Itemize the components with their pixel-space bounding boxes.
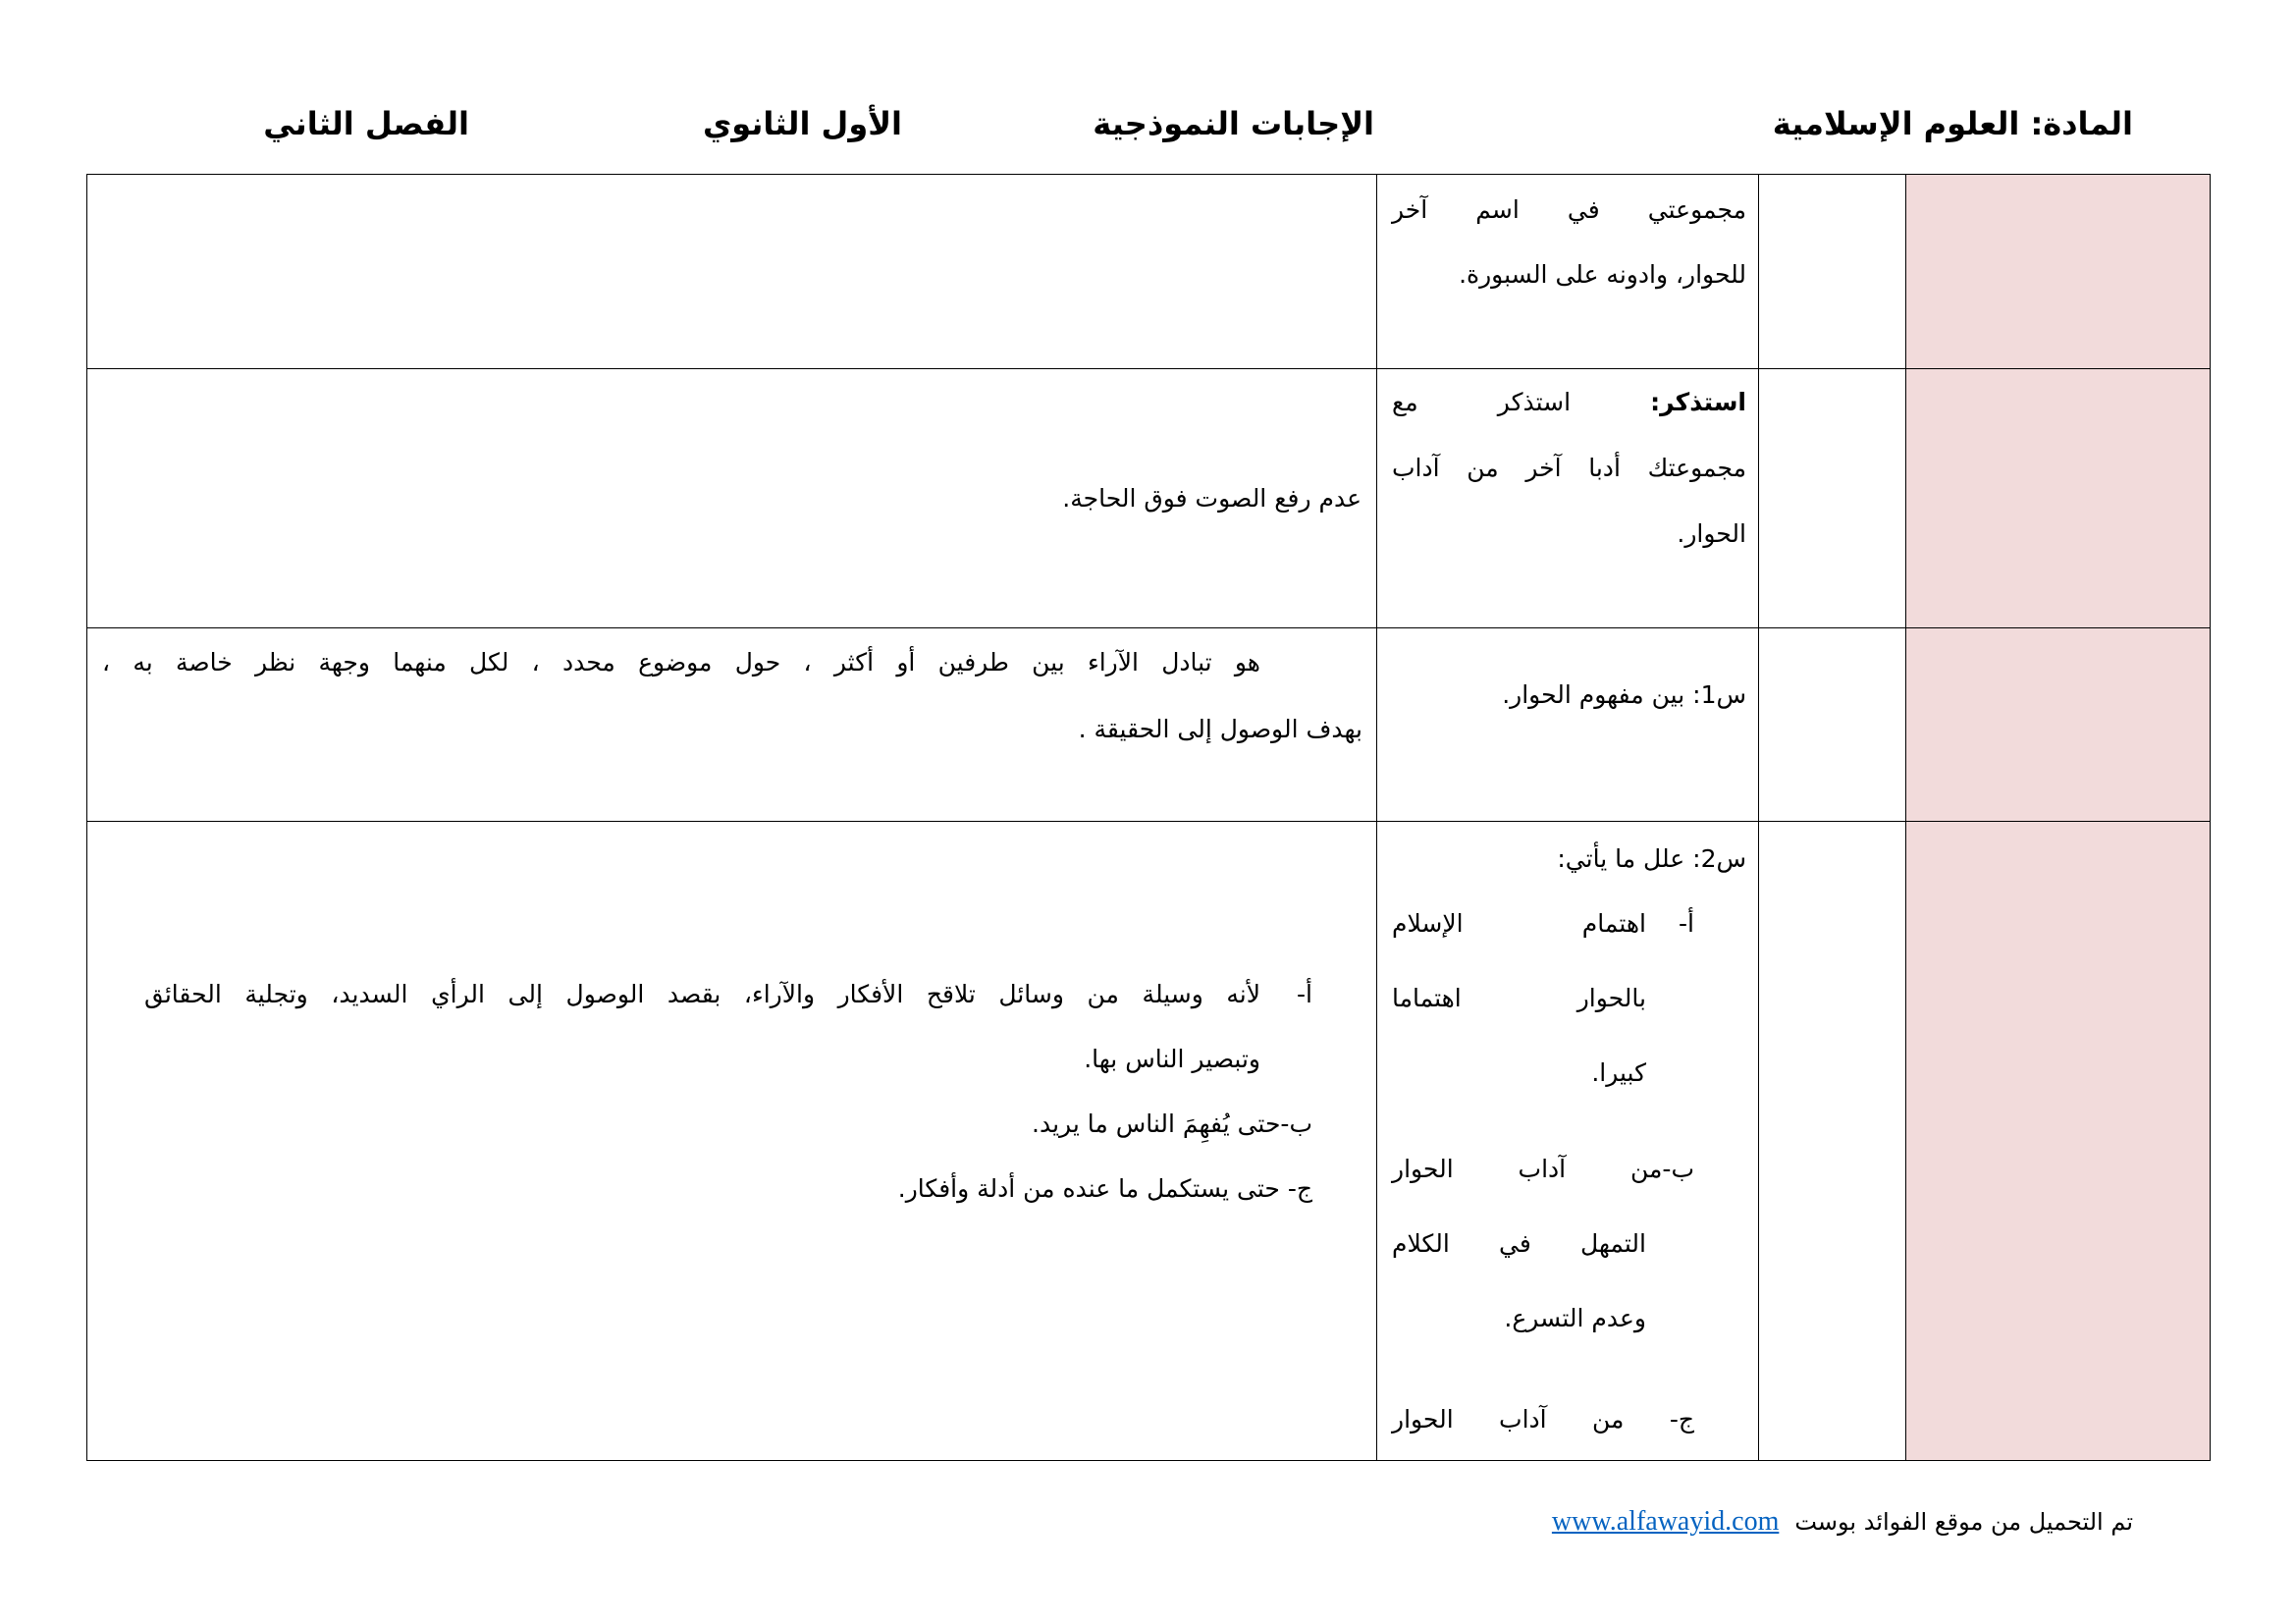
answer-text-line: ج- حتى يستكمل ما عنده من أدلة وأفكار.	[897, 1174, 1312, 1203]
list-item	[1377, 1132, 1758, 1356]
table-row	[87, 369, 2211, 628]
answer-table	[86, 174, 2211, 1461]
question-cell	[1377, 822, 1759, 1461]
list-marker: أ-	[1297, 980, 1312, 1008]
question-text-line	[1377, 887, 1758, 961]
question-text-line: للحوار، وادونه على السبورة.	[1459, 260, 1746, 289]
source-link[interactable]: www.alfawayid.com	[1551, 1506, 1780, 1537]
question-text-line: مجموعتك أدبا آخر من آداب	[1392, 454, 1746, 482]
subject-title: المادة: العلوم الإسلامية	[1772, 105, 2133, 142]
question-text-line: س1: بين مفهوم الحوار.	[1502, 680, 1746, 709]
list-item	[1377, 887, 1758, 1110]
document-title: الإجابات النموذجية	[1093, 105, 1374, 142]
question-text-line: كبيرا.	[1591, 1058, 1646, 1087]
question-text-line: مجموعتي في اسم آخر	[1392, 195, 1746, 224]
answer-text-line: وتبصير الناس بها.	[1084, 1045, 1260, 1073]
answer-text-line: ب-حتى يُفهِمَ الناس ما يريد.	[1032, 1110, 1312, 1138]
blank-cell	[1759, 369, 1906, 628]
question-text-line	[1392, 369, 1746, 435]
blank-cell	[1759, 175, 1906, 369]
question-text-line: ب-من آداب الحوار	[1392, 1155, 1694, 1183]
list-item	[1377, 1382, 1758, 1457]
question-label: استذكر:	[1650, 388, 1746, 416]
question-cell	[1377, 369, 1759, 628]
question-cell	[1377, 628, 1759, 822]
question-text-line: ج- من آداب الحوار	[1392, 1405, 1694, 1434]
answer-cell	[87, 175, 1377, 369]
question-text-line: بالحوار اهتماما	[1392, 984, 1646, 1012]
answer-text-line: بهدف الوصول إلى الحقيقة .	[1078, 715, 1362, 743]
table-row	[87, 175, 2211, 369]
answer-text: لأنه وسيلة من وسائل تلاقح الأفكار والآراء، بقصد الوصول إلى الرأي السديد، وتجلية الحقائق	[144, 980, 1260, 1008]
table-row	[87, 822, 2211, 1461]
question-text-line: الحوار.	[1677, 519, 1746, 548]
table-row	[87, 628, 2211, 822]
highlight-cell	[1906, 175, 2211, 369]
answer-cell	[87, 822, 1377, 1461]
download-note: تم التحميل من موقع الفوائد بوست	[1794, 1508, 2133, 1536]
question-text-line: التمهل في الكلام	[1392, 1229, 1646, 1258]
highlight-cell	[1906, 369, 2211, 628]
question-text: استذكر مع	[1392, 388, 1572, 416]
page-footer	[1552, 1506, 2133, 1538]
question-text-line: وعدم التسرع.	[1504, 1304, 1646, 1332]
highlight-cell	[1906, 628, 2211, 822]
grade-label: الأول الثانوي	[702, 105, 902, 142]
answer-text-line: هو تبادل الآراء بين طرفين أو أكثر ، حول موضوع محدد ، لكل منهما وجهة نظر خاصة به ،	[102, 648, 1260, 677]
blank-cell	[1759, 628, 1906, 822]
question-text: اهتمام الإسلام	[1392, 909, 1646, 938]
highlight-cell	[1906, 822, 2211, 1461]
term-label: الفصل الثاني	[263, 105, 469, 142]
answer-text-line: عدم رفع الصوت فوق الحاجة.	[1062, 483, 1362, 513]
question-heading: س2: علل ما يأتي:	[1557, 844, 1746, 873]
answer-cell	[87, 369, 1377, 628]
answer-text-line	[87, 962, 1376, 1027]
question-cell	[1377, 175, 1759, 369]
answer-cell	[87, 628, 1377, 822]
list-marker: أ-	[1679, 909, 1694, 938]
blank-cell	[1759, 822, 1906, 1461]
